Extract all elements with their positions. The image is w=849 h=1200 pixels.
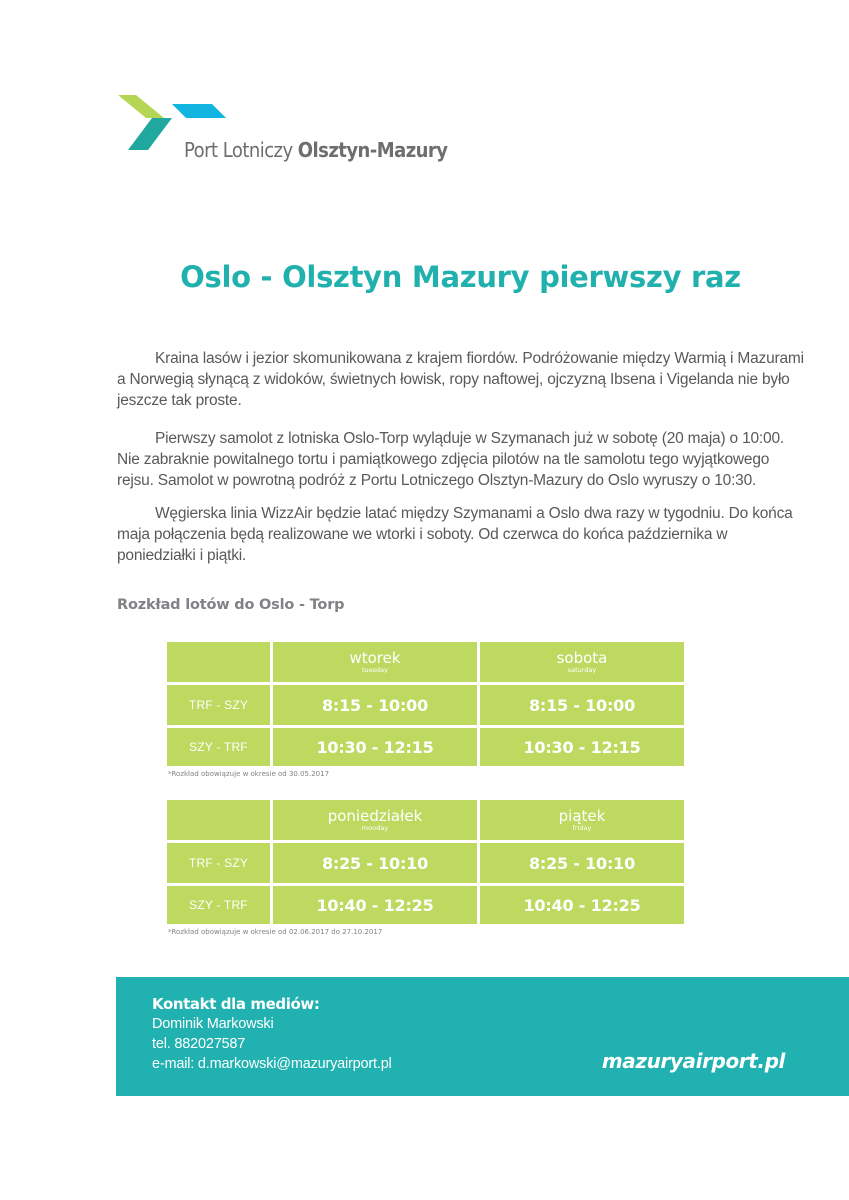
schedule-note: *Rozkład obowiązuje w okresie od 30.05.2017 xyxy=(168,770,330,778)
logo-text-bold: Olsztyn-Mazury xyxy=(297,138,448,162)
paragraph-schedule-info xyxy=(117,503,807,566)
schedule-note: *Rozkład obowiązuje w okresie od 02.06.2017 do 27.10.2017 xyxy=(168,928,383,936)
day-name-en: friday xyxy=(572,823,592,832)
paragraph-first-flight xyxy=(117,428,807,491)
flight-time: 8:15 - 10:00 xyxy=(480,685,684,725)
flight-time: 8:25 - 10:10 xyxy=(273,843,477,883)
page-title: Oslo - Olsztyn Mazury pierwszy raz xyxy=(180,260,741,294)
website-link[interactable]: mazuryairport.pl xyxy=(601,1049,785,1073)
schedule-title: Rozkład lotów do Oslo - Torp xyxy=(117,597,345,613)
day-name-pl: piątek xyxy=(558,806,606,825)
paragraph-text: Kraina lasów i jezior skomunikowana z krajem fiordów. Podróżowanie między Warmią i Mazurami a Norwegią słynącą z widoków, świetnych łowisk, ropy naftowej, ojczyzną Ibsena i Vigelanda nie było jeszcze tak proste. xyxy=(117,350,804,409)
day-header-monday xyxy=(273,800,477,840)
day-name-en: monday xyxy=(361,823,389,832)
logo-text xyxy=(184,138,447,162)
day-name-pl: wtorek xyxy=(349,648,401,667)
route-label: SZY - TRF xyxy=(167,886,270,924)
logo-green-stroke xyxy=(118,95,164,118)
day-name-en: saturday xyxy=(567,665,597,674)
day-name-pl: poniedziałek xyxy=(327,806,423,825)
flight-time: 8:25 - 10:10 xyxy=(480,843,684,883)
route-label: TRF - SZY xyxy=(167,685,270,725)
logo-text-regular: Port Lotniczy xyxy=(184,138,298,162)
route-label: SZY - TRF xyxy=(167,728,270,766)
flight-time: 10:30 - 12:15 xyxy=(273,728,477,766)
contact-phone[interactable]: tel. 882027587 xyxy=(152,1036,246,1052)
flight-time: 8:15 - 10:00 xyxy=(273,685,477,725)
table-corner-cell xyxy=(167,800,270,840)
table-corner-cell xyxy=(167,642,270,682)
contact-name: Dominik Markowski xyxy=(152,1016,274,1032)
media-contact xyxy=(152,994,392,1074)
paragraph-text: Pierwszy samolot z lotniska Oslo-Torp wyląduje w Szymanach już w sobotę (20 maja) o 10:00. Nie zabraknie powitalnego tortu i pamiątkowego zdjęcia pilotów na tle samolotu tego wyjątkowego rejsu. Samolot w powrotną podróż z Portu Lotniczego Olsztyn-Mazury do Oslo wyruszy o 10:30. xyxy=(117,430,784,489)
paragraph-text: Węgierska linia WizzAir będzie latać między Szymanami a Oslo dwa razy w tygodniu. Do końca maja połączenia będą realizowane we wtorki i soboty. Od czerwca do końca października w poniedziałki i piątki. xyxy=(117,505,793,564)
flight-time: 10:30 - 12:15 xyxy=(480,728,684,766)
logo-blue-stroke xyxy=(172,104,226,118)
day-header-friday xyxy=(480,800,684,840)
contact-title: Kontakt dla mediów: xyxy=(152,995,320,1013)
day-header-saturday xyxy=(480,642,684,682)
day-name-en: tuesday xyxy=(361,665,388,674)
schedule-table-summer xyxy=(167,800,681,924)
media-contact-footer xyxy=(116,977,849,1096)
route-label: TRF - SZY xyxy=(167,843,270,883)
airport-logo xyxy=(116,92,496,172)
paragraph-intro xyxy=(117,348,807,411)
flight-time: 10:40 - 12:25 xyxy=(273,886,477,924)
logo-teal-stroke xyxy=(128,118,172,150)
day-name-pl: sobota xyxy=(556,648,608,667)
flight-time: 10:40 - 12:25 xyxy=(480,886,684,924)
schedule-table-may xyxy=(167,642,681,766)
contact-email[interactable]: e-mail: d.markowski@mazuryairport.pl xyxy=(152,1056,392,1072)
day-header-tuesday xyxy=(273,642,477,682)
